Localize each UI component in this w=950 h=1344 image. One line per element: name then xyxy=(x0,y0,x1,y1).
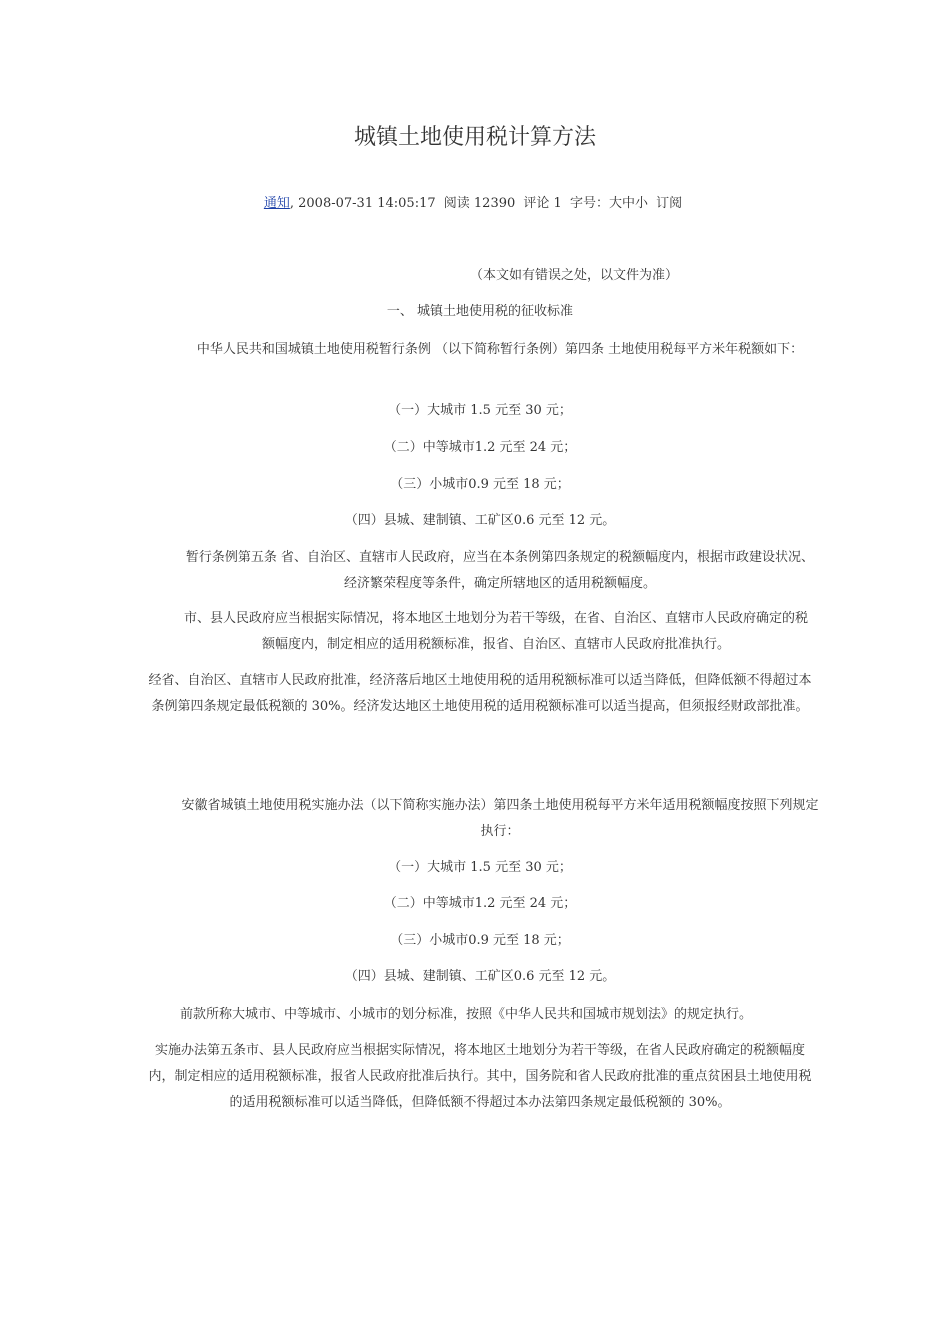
rate-item: （二）中等城市1.2 元至 24 元； xyxy=(383,440,577,455)
rate-item: （二）中等城市1.2 元至 24 元； xyxy=(383,896,577,911)
rate-item: （一）大城市 1.5 元至 30 元； xyxy=(388,860,572,875)
rate-item: （四）县城、建制镇、工矿区0.6 元至 12 元。 xyxy=(344,513,616,528)
comment-count[interactable]: 评论 1 xyxy=(523,196,562,211)
read-count: 阅读 12390 xyxy=(443,196,516,211)
paragraph: 前款所称大城市、中等城市、小城市的划分标准，按照《中华人民共和国城市规划法》的规定执行。 xyxy=(180,1007,753,1022)
font-size-switcher[interactable]: 字号：大中小 xyxy=(569,196,648,211)
paragraph: 经省、自治区、直辖市人民政府批准，经济落后地区土地使用税的适用税额标准可以适当降低，但降低额不得超过本条例第四条规定最低税额的 30%。经济发达地区土地使用税的适用税额标准可以适当提高，但须报经财政部批准。 xyxy=(148,673,812,714)
paragraph: 中华人民共和国城镇土地使用税暂行条例 （以下简称暂行条例）第四条 土地使用税每平方米年税额如下： xyxy=(196,342,804,357)
paragraph: 实施办法第五条市、县人民政府应当根据实际情况，将本地区土地划分为若干等级，在省人民政府确定的税额幅度内，制定相应的适用税额标准，报省人民政府批准后执行。其中，国务院和省人民政府批准的重点贫困县土地使用税的适用税额标准可以适当降低，但降低额不得超过本办法第四条规定最低税额的 30%。 xyxy=(148,1043,812,1110)
section-heading: 一、 城镇土地使用税的征收标准 xyxy=(386,304,574,319)
disclaimer-note: （本文如有错误之处，以文件为准） xyxy=(470,268,679,283)
article-meta xyxy=(0,192,950,211)
rate-item: （三）小城市0.9 元至 18 元； xyxy=(390,933,570,948)
rate-item: （四）县城、建制镇、工矿区0.6 元至 12 元。 xyxy=(344,969,616,984)
rate-item: （三）小城市0.9 元至 18 元； xyxy=(390,477,570,492)
post-datetime: , 2008-07-31 14:05:17 xyxy=(289,196,436,211)
paragraph: 市、县人民政府应当根据实际情况，将本地区土地划分为若干等级，在省、自治区、直辖市人民政府确定的税额幅度内，制定相应的适用税额标准，报省、自治区、直辖市人民政府批准执行。 xyxy=(183,611,808,652)
subscribe-link[interactable]: 订阅 xyxy=(656,196,683,211)
page-title: 城镇土地使用税计算方法 xyxy=(353,125,596,150)
paragraph: 安徽省城镇土地使用税实施办法（以下简称实施办法）第四条土地使用税每平方米年适用税额幅度按照下列规定执行： xyxy=(181,798,819,839)
rate-item: （一）大城市 1.5 元至 30 元； xyxy=(388,403,572,418)
category-link[interactable]: 通知 xyxy=(263,196,290,211)
paragraph: 暂行条例第五条 省、自治区、直辖市人民政府，应当在本条例第四条规定的税额幅度内，根据市政建设状况、经济繁荣程度等条件，确定所辖地区的适用税额幅度。 xyxy=(185,550,815,591)
